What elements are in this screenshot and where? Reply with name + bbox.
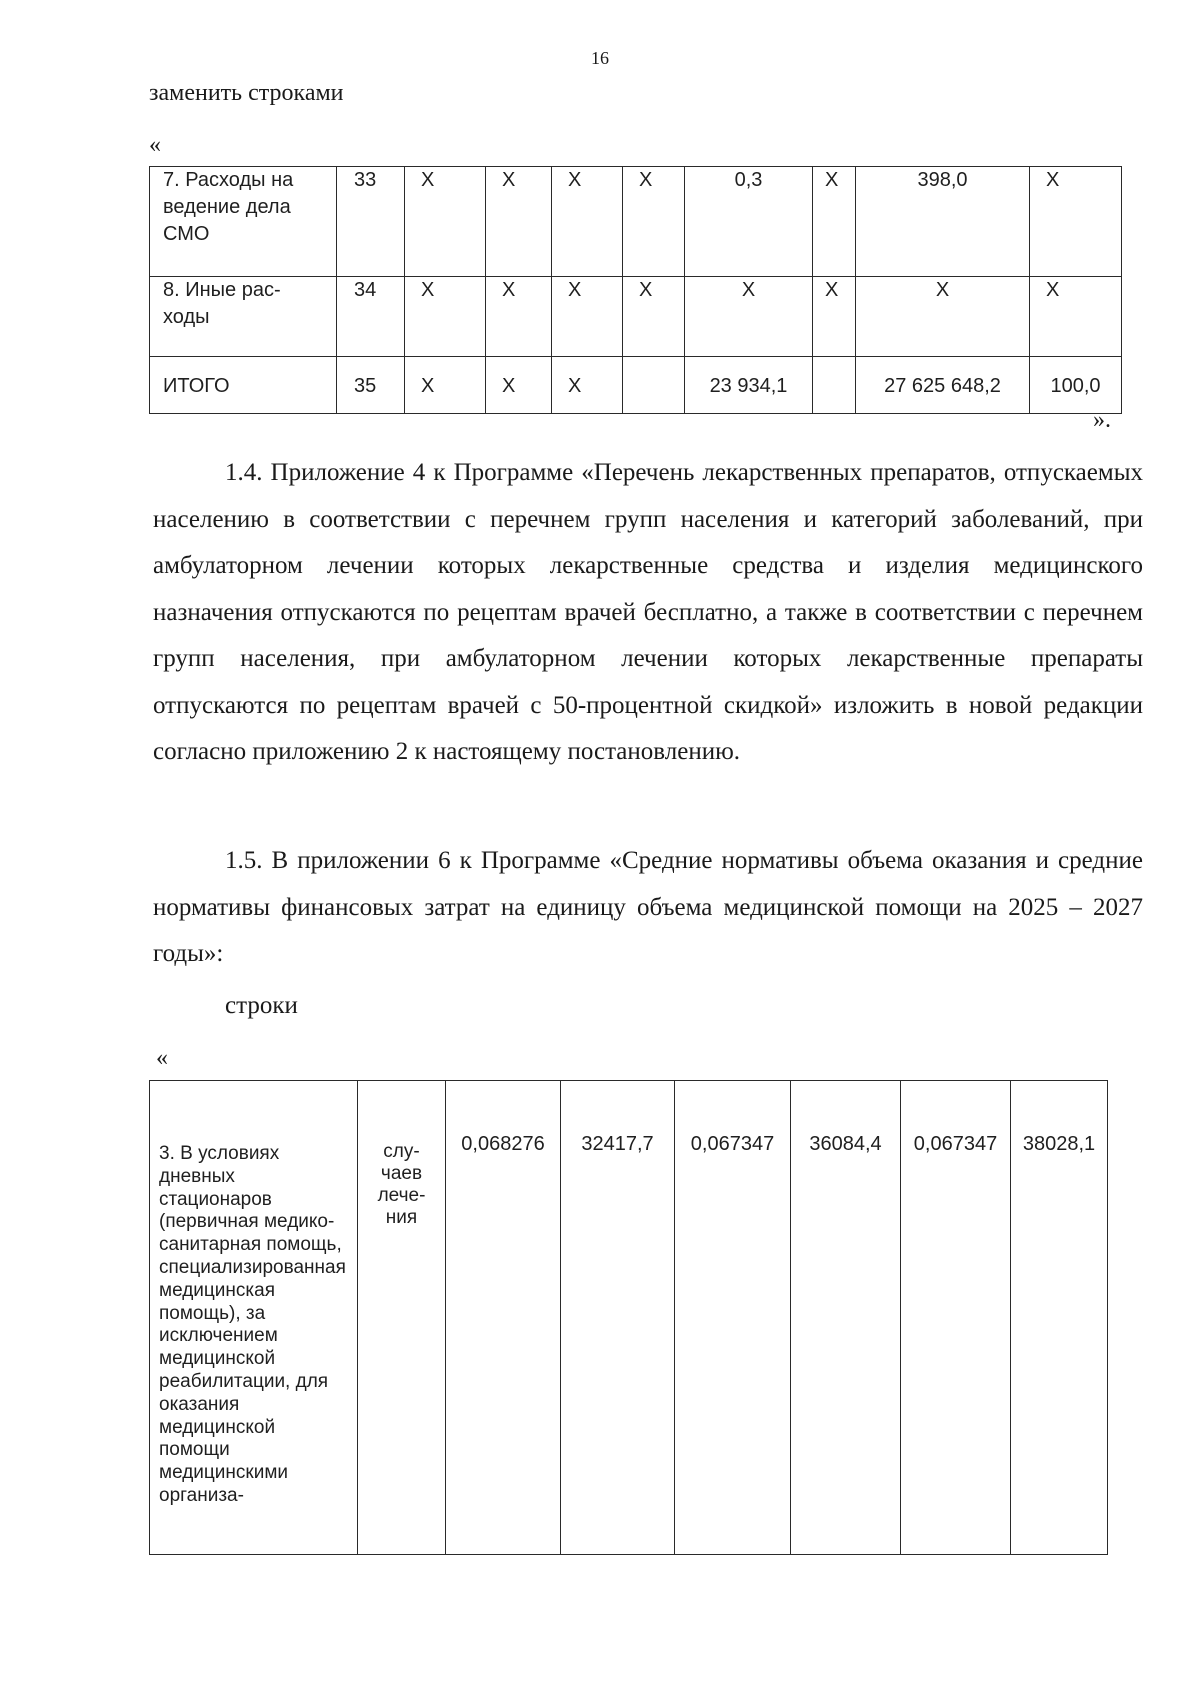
normatives-table: [149, 1080, 1108, 1555]
opening-quote-2: «: [156, 1045, 168, 1071]
table-cell: X: [405, 357, 486, 414]
rows-label: строки: [225, 992, 298, 1019]
table-cell: 0,068276: [446, 1081, 561, 1555]
table-cell: X: [486, 167, 552, 277]
table-cell: X: [813, 167, 856, 277]
table-cell: 36084,4: [791, 1081, 901, 1555]
replace-heading: заменить строками: [149, 80, 344, 106]
table-row: [150, 1081, 1108, 1555]
page-number: 16: [591, 48, 609, 68]
expenses-table: [149, 166, 1122, 414]
table-cell: 0,3: [685, 167, 813, 277]
row-label: 7. Расходы на ведение дела СМО: [150, 167, 337, 277]
table-row: [150, 167, 1122, 277]
table-row: [150, 357, 1122, 414]
table-cell: X: [1030, 277, 1122, 357]
table-cell: [623, 357, 685, 414]
table-cell: X: [623, 167, 685, 277]
table-cell: [813, 357, 856, 414]
paragraph-1-5-text: 1.5. В приложении 6 к Программе «Средние нормативы объема оказания и средние нормативы финансовых затрат на единицу объема медицинской помощи на 2025 – 2027 годы»:: [153, 847, 1143, 967]
table-cell: X: [552, 357, 623, 414]
table-cell: X: [856, 277, 1030, 357]
opening-quote: «: [149, 132, 161, 158]
paragraph-1-4: [153, 450, 1143, 776]
table-cell: X: [486, 277, 552, 357]
table-cell: 32417,7: [561, 1081, 675, 1555]
table-cell: 33: [337, 167, 405, 277]
table-cell: X: [1030, 167, 1122, 277]
closing-quote: ».: [1093, 407, 1111, 433]
table-cell: X: [405, 277, 486, 357]
table-cell: 0,067347: [901, 1081, 1011, 1555]
table-cell: 100,0: [1030, 357, 1122, 414]
table-cell: X: [405, 167, 486, 277]
row-description: 3. В условиях дневных стационаров (первичная медико-санитарная помощь, специализированная медицинская помощь), за исключением медицинской реабилитации, для оказания медицинской помощи медицинскими организа-: [150, 1081, 358, 1555]
unit-cell: слу- чаев лече- ния: [358, 1081, 446, 1555]
table-cell: X: [552, 167, 623, 277]
table-cell: X: [552, 277, 623, 357]
table-cell: 0,067347: [675, 1081, 791, 1555]
table-cell: X: [486, 357, 552, 414]
table-cell: 23 934,1: [685, 357, 813, 414]
row-label: 8. Иные рас- ходы: [150, 277, 337, 357]
table-cell: X: [685, 277, 813, 357]
table-cell: 35: [337, 357, 405, 414]
paragraph-1-5: [153, 838, 1143, 978]
table-cell: 34: [337, 277, 405, 357]
table-row: [150, 277, 1122, 357]
table-cell: 27 625 648,2: [856, 357, 1030, 414]
row-label: ИТОГО: [150, 357, 337, 414]
table-cell: 38028,1: [1011, 1081, 1108, 1555]
table-cell: X: [623, 277, 685, 357]
paragraph-1-4-text: 1.4. Приложение 4 к Программе «Перечень лекарственных препаратов, отпускаемых населению в соответствии с перечнем групп населения и категорий заболеваний, при амбулаторном лечении которых лекарственные средства и изделия медицинского назначения отпускаются по рецептам врачей бесплатно, а также в соответствии с перечнем групп населения, при амбулаторном лечении которых лекарственные препараты отпускаются по рецептам врачей с 50-процентной скидкой» изложить в новой редакции согласно приложению 2 к настоящему постановлению.: [153, 459, 1143, 765]
table-cell: 398,0: [856, 167, 1030, 277]
table-cell: X: [813, 277, 856, 357]
